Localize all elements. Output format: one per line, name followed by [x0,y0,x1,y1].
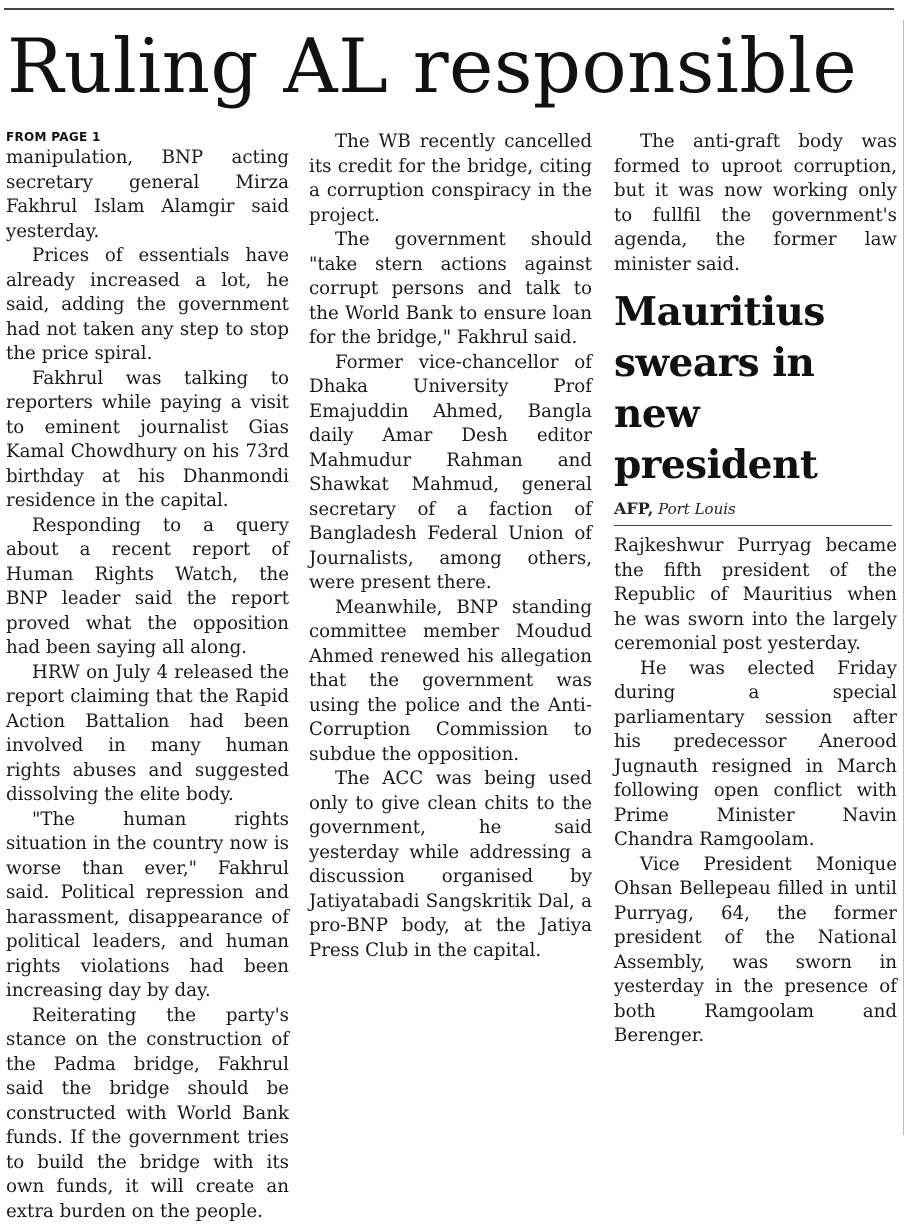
article-paragraph-8: The WB recently cancelled its credit for the bridge, citing a corruption conspiracy in the project. [309,130,592,228]
article-paragraph-3: Fakhrul was talking to reporters while paying a visit to eminent journalist Gias Kamal Chowdhury on his 73rd birthday at his Dhanmondi residence in the capital. [6,367,289,514]
kicker-from-page: FROM PAGE 1 [6,130,289,145]
column-edge-rule [903,20,904,1135]
article-paragraph-9: The government should "take stern actions against corrupt persons and talk to the World Bank to ensure loan for the bridge," Fakhrul said. [309,228,592,351]
article-paragraph-7: Reiterating the party's stance on the construction of the Padma bridge, Fakhrul said the bridge should be constructed with World Bank funds. If the government tries to build the bridge with its own funds, it will create an extra burden on the people. [6,1004,289,1224]
sidebar-paragraph-1: Rajkeshwur Purryag became the fifth president of the Republic of Mauritius when he was sworn into the largely ceremonial post yesterday. [614,534,897,657]
byline-place: Port Louis [658,500,736,518]
sidebar-paragraph-3: Vice President Monique Ohsan Bellepeau filled in until Purryag, 64, the former president of the National Assembly, was sworn in yesterday in the presence of both Ramgoolam and Berenger. [614,853,897,1049]
article-paragraph-6: "The human rights situation in the country now is worse than ever," Fakhrul said. Political repression and harassment, disappearance of political leaders, and human rights violations had been increasing day by day. [6,808,289,1004]
top-rule [4,8,894,10]
article-headline: Ruling AL responsible [7,22,857,110]
sidebar-paragraph-2: He was elected Friday during a special parliamentary session after his predecessor Anerood Jugnauth resigned in March following open conflict with Prime Minister Navin Chandra Ramgoolam. [614,657,897,853]
byline-rule [614,525,892,526]
article-column-3 [614,130,897,1049]
article-paragraph-12: The ACC was being used only to give clean chits to the government, he said yesterday while addressing a discussion organised by Jatiyatabadi Sangskritik Dal, a pro-BNP body, at the Jatiya Press Club in the capital. [309,767,592,963]
sidebar-headline: Mauritius swears in new president [614,287,897,491]
article-paragraph-10: Former vice-chancellor of Dhaka University Prof Emajuddin Ahmed, Bangla daily Amar Desh editor Mahmudur Rahman and Shawkat Mahmud, general secretary of a faction of Bangladesh Federal Union of Journalists, among others, were present there. [309,351,592,596]
article-paragraph-11: Meanwhile, BNP standing committee member Moudud Ahmed renewed his allegation that the government was using the police and the Anti-Corruption Commission to subdue the opposition. [309,596,592,768]
article-column-2 [309,130,592,963]
article-column-1 [6,130,289,1224]
article-paragraph-13: The anti-graft body was formed to uproot corruption, but it was now working only to fullfil the government's agenda, the former law minister said. [614,130,897,277]
article-paragraph-5: HRW on July 4 released the report claiming that the Rapid Action Battalion had been involved in many human rights abuses and suggested dissolving the elite body. [6,661,289,808]
sidebar-byline [614,499,897,525]
byline-agency: AFP, [614,499,653,518]
article-paragraph-2: Prices of essentials have already increased a lot, he said, adding the government had not taken any step to stop the price spiral. [6,244,289,367]
article-paragraph-1: manipulation, BNP acting secretary general Mirza Fakhrul Islam Alamgir said yesterday. [6,146,289,244]
article-paragraph-4: Responding to a query about a recent report of Human Rights Watch, the BNP leader said the report proved what the opposition had been saying all along. [6,514,289,661]
